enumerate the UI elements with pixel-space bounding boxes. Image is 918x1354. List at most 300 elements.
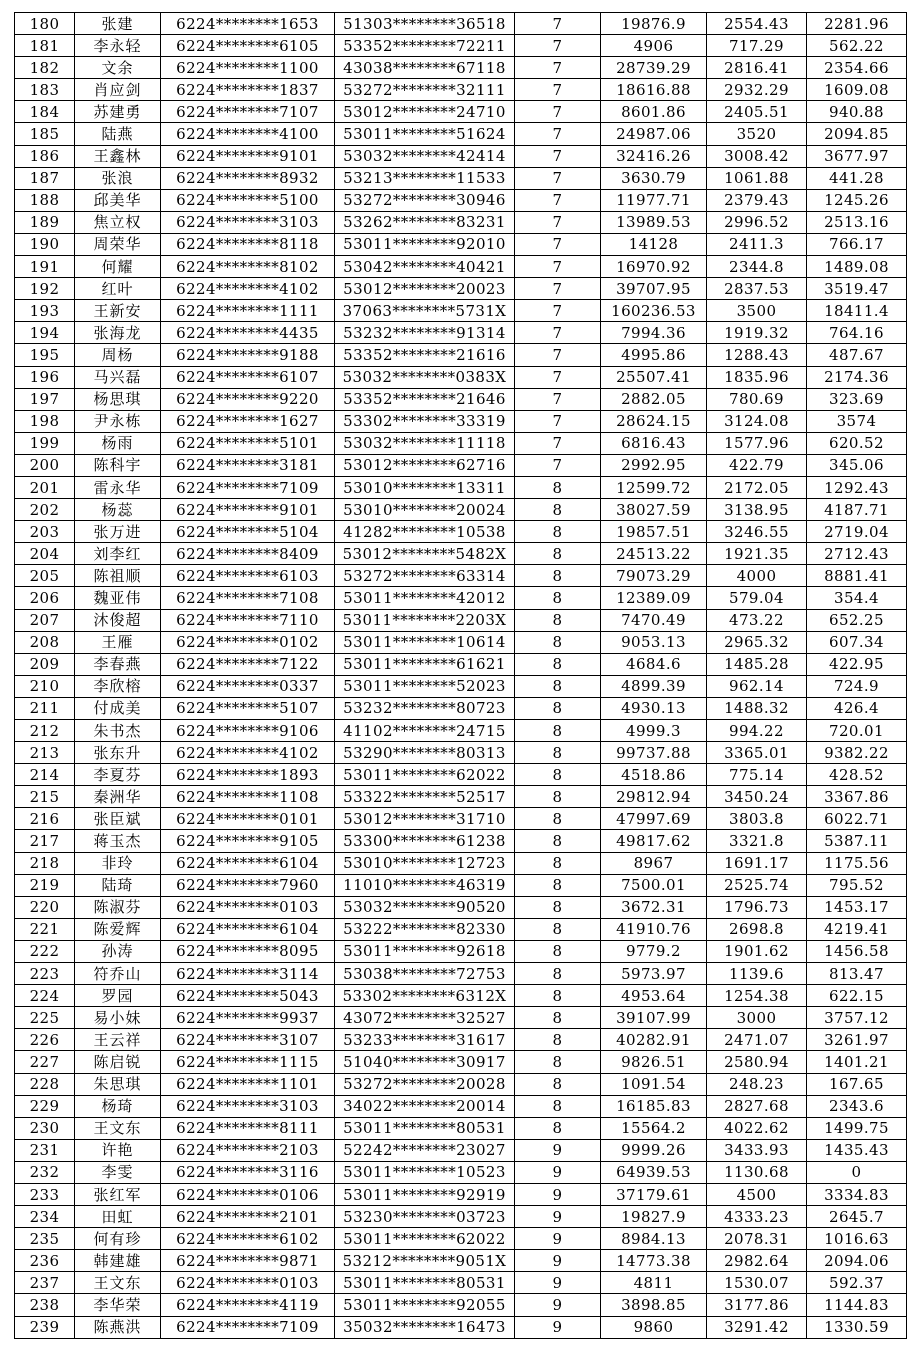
person-name-cell: 周杨 — [75, 344, 161, 366]
group-number-cell: 8 — [515, 631, 601, 653]
id-number-cell: 53011********92618 — [335, 940, 515, 962]
amount-2-cell: 4333.23 — [707, 1206, 807, 1228]
amount-3-cell: 813.47 — [807, 963, 907, 985]
amount-1-cell: 39107.99 — [601, 1007, 707, 1029]
table-row — [15, 101, 907, 123]
records-table-body — [15, 13, 907, 1339]
amount-2-cell: 2471.07 — [707, 1029, 807, 1051]
bank-card-number-cell: 6224********3103 — [161, 1095, 335, 1117]
bank-card-number-cell: 6224********5101 — [161, 432, 335, 454]
amount-2-cell: 3291.42 — [707, 1316, 807, 1338]
group-number-cell: 8 — [515, 1051, 601, 1073]
bank-card-number-cell: 6224********0103 — [161, 1272, 335, 1294]
amount-2-cell: 962.14 — [707, 675, 807, 697]
amount-3-cell: 622.15 — [807, 985, 907, 1007]
bank-card-number-cell: 6224********1627 — [161, 410, 335, 432]
group-number-cell: 8 — [515, 874, 601, 896]
amount-1-cell: 4953.64 — [601, 985, 707, 1007]
bank-card-number-cell: 6224********1893 — [161, 764, 335, 786]
amount-3-cell: 2513.16 — [807, 211, 907, 233]
bank-card-number-cell: 6224********9220 — [161, 388, 335, 410]
bank-card-number-cell: 6224********1108 — [161, 786, 335, 808]
person-name-cell: 周荣华 — [75, 233, 161, 255]
amount-3-cell: 2645.7 — [807, 1206, 907, 1228]
amount-2-cell: 3500 — [707, 300, 807, 322]
group-number-cell: 8 — [515, 1095, 601, 1117]
amount-3-cell: 441.28 — [807, 167, 907, 189]
group-number-cell: 8 — [515, 830, 601, 852]
group-number-cell: 9 — [515, 1316, 601, 1338]
group-number-cell: 7 — [515, 167, 601, 189]
amount-1-cell: 14773.38 — [601, 1250, 707, 1272]
id-number-cell: 53032********0383X — [335, 366, 515, 388]
amount-2-cell: 3008.42 — [707, 145, 807, 167]
bank-card-number-cell: 6224********6103 — [161, 565, 335, 587]
amount-1-cell: 47997.69 — [601, 808, 707, 830]
amount-1-cell: 7470.49 — [601, 609, 707, 631]
table-row — [15, 35, 907, 57]
id-number-cell: 53011********62022 — [335, 764, 515, 786]
row-index-cell: 181 — [15, 35, 75, 57]
group-number-cell: 8 — [515, 543, 601, 565]
row-index-cell: 224 — [15, 985, 75, 1007]
table-row — [15, 1051, 907, 1073]
amount-2-cell: 2554.43 — [707, 13, 807, 35]
amount-1-cell: 64939.53 — [601, 1161, 707, 1183]
id-number-cell: 53012********62716 — [335, 454, 515, 476]
bank-card-number-cell: 6224********9101 — [161, 145, 335, 167]
amount-3-cell: 167.65 — [807, 1073, 907, 1095]
amount-2-cell: 2837.53 — [707, 278, 807, 300]
person-name-cell: 苏建勇 — [75, 101, 161, 123]
amount-2-cell: 2932.29 — [707, 79, 807, 101]
table-row — [15, 786, 907, 808]
id-number-cell: 53233********31617 — [335, 1029, 515, 1051]
amount-1-cell: 3898.85 — [601, 1294, 707, 1316]
row-index-cell: 205 — [15, 565, 75, 587]
amount-2-cell: 1921.35 — [707, 543, 807, 565]
group-number-cell: 8 — [515, 675, 601, 697]
amount-1-cell: 8601.86 — [601, 101, 707, 123]
amount-2-cell: 2379.43 — [707, 189, 807, 211]
table-row — [15, 1272, 907, 1294]
person-name-cell: 何有珍 — [75, 1228, 161, 1250]
row-index-cell: 226 — [15, 1029, 75, 1051]
id-number-cell: 53272********30946 — [335, 189, 515, 211]
id-number-cell: 53011********92010 — [335, 233, 515, 255]
amount-3-cell: 2343.6 — [807, 1095, 907, 1117]
amount-1-cell: 9779.2 — [601, 940, 707, 962]
bank-card-number-cell: 6224********7110 — [161, 609, 335, 631]
table-row — [15, 1250, 907, 1272]
row-index-cell: 236 — [15, 1250, 75, 1272]
amount-2-cell: 4500 — [707, 1183, 807, 1205]
amount-3-cell: 1144.83 — [807, 1294, 907, 1316]
amount-2-cell: 3138.95 — [707, 499, 807, 521]
id-number-cell: 53011********61621 — [335, 653, 515, 675]
table-row — [15, 720, 907, 742]
group-number-cell: 7 — [515, 189, 601, 211]
amount-2-cell: 717.29 — [707, 35, 807, 57]
person-name-cell: 易小妹 — [75, 1007, 161, 1029]
row-index-cell: 188 — [15, 189, 75, 211]
group-number-cell: 7 — [515, 57, 601, 79]
amount-1-cell: 16970.92 — [601, 256, 707, 278]
bank-card-number-cell: 6224********9871 — [161, 1250, 335, 1272]
bank-card-number-cell: 6224********9105 — [161, 830, 335, 852]
id-number-cell: 51303********36518 — [335, 13, 515, 35]
id-number-cell: 53272********63314 — [335, 565, 515, 587]
table-row — [15, 57, 907, 79]
row-index-cell: 206 — [15, 587, 75, 609]
bank-card-number-cell: 6224********4435 — [161, 322, 335, 344]
amount-3-cell: 3519.47 — [807, 278, 907, 300]
bank-card-number-cell: 6224********8409 — [161, 543, 335, 565]
id-number-cell: 53038********72753 — [335, 963, 515, 985]
group-number-cell: 9 — [515, 1161, 601, 1183]
group-number-cell: 7 — [515, 454, 601, 476]
bank-card-number-cell: 6224********3181 — [161, 454, 335, 476]
row-index-cell: 186 — [15, 145, 75, 167]
amount-3-cell: 345.06 — [807, 454, 907, 476]
person-name-cell: 王新安 — [75, 300, 161, 322]
person-name-cell: 张万进 — [75, 521, 161, 543]
amount-3-cell: 724.9 — [807, 675, 907, 697]
id-number-cell: 53272********32111 — [335, 79, 515, 101]
person-name-cell: 秦洲华 — [75, 786, 161, 808]
table-row — [15, 675, 907, 697]
amount-3-cell: 487.67 — [807, 344, 907, 366]
amount-3-cell: 562.22 — [807, 35, 907, 57]
id-number-cell: 37063********5731X — [335, 300, 515, 322]
id-number-cell: 53032********90520 — [335, 896, 515, 918]
person-name-cell: 王文东 — [75, 1272, 161, 1294]
table-row — [15, 410, 907, 432]
amount-3-cell: 1245.26 — [807, 189, 907, 211]
group-number-cell: 9 — [515, 1206, 601, 1228]
group-number-cell: 8 — [515, 786, 601, 808]
amount-1-cell: 4930.13 — [601, 697, 707, 719]
table-row — [15, 167, 907, 189]
amount-2-cell: 3124.08 — [707, 410, 807, 432]
bank-card-number-cell: 6224********3114 — [161, 963, 335, 985]
group-number-cell: 7 — [515, 35, 601, 57]
person-name-cell: 韩建雄 — [75, 1250, 161, 1272]
table-row — [15, 852, 907, 874]
person-name-cell: 尹永栋 — [75, 410, 161, 432]
group-number-cell: 7 — [515, 233, 601, 255]
bank-card-number-cell: 6224********6105 — [161, 35, 335, 57]
amount-2-cell: 248.23 — [707, 1073, 807, 1095]
row-index-cell: 209 — [15, 653, 75, 675]
bank-card-number-cell: 6224********1115 — [161, 1051, 335, 1073]
id-number-cell: 43072********32527 — [335, 1007, 515, 1029]
table-row — [15, 278, 907, 300]
group-number-cell: 9 — [515, 1294, 601, 1316]
amount-3-cell: 3757.12 — [807, 1007, 907, 1029]
amount-1-cell: 16185.83 — [601, 1095, 707, 1117]
id-number-cell: 53011********80531 — [335, 1117, 515, 1139]
group-number-cell: 8 — [515, 985, 601, 1007]
group-number-cell: 7 — [515, 101, 601, 123]
id-number-cell: 53290********80313 — [335, 742, 515, 764]
group-number-cell: 8 — [515, 653, 601, 675]
amount-1-cell: 25507.41 — [601, 366, 707, 388]
person-name-cell: 田虹 — [75, 1206, 161, 1228]
person-name-cell: 文余 — [75, 57, 161, 79]
person-name-cell: 陆琦 — [75, 874, 161, 896]
person-name-cell: 魏亚伟 — [75, 587, 161, 609]
table-row — [15, 233, 907, 255]
person-name-cell: 杨雨 — [75, 432, 161, 454]
row-index-cell: 216 — [15, 808, 75, 830]
table-row — [15, 499, 907, 521]
person-name-cell: 孙涛 — [75, 940, 161, 962]
amount-3-cell: 764.16 — [807, 322, 907, 344]
person-name-cell: 符乔山 — [75, 963, 161, 985]
amount-1-cell: 39707.95 — [601, 278, 707, 300]
table-row — [15, 697, 907, 719]
table-row — [15, 322, 907, 344]
amount-3-cell: 6022.71 — [807, 808, 907, 830]
id-number-cell: 53230********03723 — [335, 1206, 515, 1228]
id-number-cell: 53010********13311 — [335, 476, 515, 498]
person-name-cell: 刘李红 — [75, 543, 161, 565]
bank-card-number-cell: 6224********1100 — [161, 57, 335, 79]
id-number-cell: 41102********24715 — [335, 720, 515, 742]
amount-3-cell: 5387.11 — [807, 830, 907, 852]
person-name-cell: 王雁 — [75, 631, 161, 653]
amount-2-cell: 2344.8 — [707, 256, 807, 278]
table-row — [15, 918, 907, 940]
id-number-cell: 53011********92919 — [335, 1183, 515, 1205]
id-number-cell: 35032********16473 — [335, 1316, 515, 1338]
row-index-cell: 219 — [15, 874, 75, 896]
amount-2-cell: 1485.28 — [707, 653, 807, 675]
person-name-cell: 王云祥 — [75, 1029, 161, 1051]
table-row — [15, 521, 907, 543]
row-index-cell: 199 — [15, 432, 75, 454]
row-index-cell: 233 — [15, 1183, 75, 1205]
amount-3-cell: 2094.85 — [807, 123, 907, 145]
bank-card-number-cell: 6224********3103 — [161, 211, 335, 233]
group-number-cell: 8 — [515, 521, 601, 543]
table-row — [15, 543, 907, 565]
amount-3-cell: 2354.66 — [807, 57, 907, 79]
amount-3-cell: 2174.36 — [807, 366, 907, 388]
amount-2-cell: 422.79 — [707, 454, 807, 476]
id-number-cell: 53011********10523 — [335, 1161, 515, 1183]
amount-3-cell: 620.52 — [807, 432, 907, 454]
person-name-cell: 张臣斌 — [75, 808, 161, 830]
id-number-cell: 53302********33319 — [335, 410, 515, 432]
amount-1-cell: 15564.2 — [601, 1117, 707, 1139]
table-row — [15, 388, 907, 410]
group-number-cell: 7 — [515, 256, 601, 278]
group-number-cell: 7 — [515, 278, 601, 300]
amount-1-cell: 160236.53 — [601, 300, 707, 322]
row-index-cell: 237 — [15, 1272, 75, 1294]
amount-1-cell: 4906 — [601, 35, 707, 57]
table-row — [15, 256, 907, 278]
person-name-cell: 杨思琪 — [75, 388, 161, 410]
row-index-cell: 232 — [15, 1161, 75, 1183]
bank-card-number-cell: 6224********3116 — [161, 1161, 335, 1183]
person-name-cell: 王文东 — [75, 1117, 161, 1139]
bank-card-number-cell: 6224********7960 — [161, 874, 335, 896]
bank-card-number-cell: 6224********8932 — [161, 167, 335, 189]
row-index-cell: 193 — [15, 300, 75, 322]
group-number-cell: 8 — [515, 896, 601, 918]
amount-1-cell: 19857.51 — [601, 521, 707, 543]
table-row — [15, 1007, 907, 1029]
bank-card-number-cell: 6224********9188 — [161, 344, 335, 366]
amount-3-cell: 323.69 — [807, 388, 907, 410]
amount-2-cell: 2827.68 — [707, 1095, 807, 1117]
person-name-cell: 肖应剑 — [75, 79, 161, 101]
amount-1-cell: 8967 — [601, 852, 707, 874]
amount-2-cell: 1691.17 — [707, 852, 807, 874]
row-index-cell: 189 — [15, 211, 75, 233]
amount-2-cell: 1530.07 — [707, 1272, 807, 1294]
row-index-cell: 221 — [15, 918, 75, 940]
amount-1-cell: 19876.9 — [601, 13, 707, 35]
person-name-cell: 蒋玉杰 — [75, 830, 161, 852]
amount-1-cell: 3672.31 — [601, 896, 707, 918]
bank-card-number-cell: 6224********0102 — [161, 631, 335, 653]
id-number-cell: 53032********11118 — [335, 432, 515, 454]
amount-3-cell: 652.25 — [807, 609, 907, 631]
table-row — [15, 1161, 907, 1183]
bank-card-number-cell: 6224********7109 — [161, 476, 335, 498]
amount-2-cell: 1254.38 — [707, 985, 807, 1007]
amount-3-cell: 1489.08 — [807, 256, 907, 278]
amount-3-cell: 1175.56 — [807, 852, 907, 874]
amount-1-cell: 99737.88 — [601, 742, 707, 764]
group-number-cell: 8 — [515, 476, 601, 498]
group-number-cell: 8 — [515, 918, 601, 940]
amount-3-cell: 720.01 — [807, 720, 907, 742]
id-number-cell: 53352********72211 — [335, 35, 515, 57]
table-row — [15, 366, 907, 388]
amount-1-cell: 29812.94 — [601, 786, 707, 808]
bank-card-number-cell: 6224********4102 — [161, 742, 335, 764]
group-number-cell: 7 — [515, 388, 601, 410]
amount-3-cell: 1330.59 — [807, 1316, 907, 1338]
amount-3-cell: 940.88 — [807, 101, 907, 123]
group-number-cell: 8 — [515, 499, 601, 521]
amount-2-cell: 3520 — [707, 123, 807, 145]
row-index-cell: 202 — [15, 499, 75, 521]
table-row — [15, 565, 907, 587]
amount-3-cell: 426.4 — [807, 697, 907, 719]
row-index-cell: 210 — [15, 675, 75, 697]
amount-2-cell: 994.22 — [707, 720, 807, 742]
table-row — [15, 476, 907, 498]
id-number-cell: 53011********80531 — [335, 1272, 515, 1294]
bank-card-number-cell: 6224********5107 — [161, 697, 335, 719]
group-number-cell: 8 — [515, 565, 601, 587]
id-number-cell: 53011********92055 — [335, 1294, 515, 1316]
row-index-cell: 197 — [15, 388, 75, 410]
amount-2-cell: 3365.01 — [707, 742, 807, 764]
group-number-cell: 9 — [515, 1228, 601, 1250]
bank-card-number-cell: 6224********5104 — [161, 521, 335, 543]
bank-card-number-cell: 6224********9106 — [161, 720, 335, 742]
table-row — [15, 79, 907, 101]
amount-2-cell: 3803.8 — [707, 808, 807, 830]
id-number-cell: 53011********51624 — [335, 123, 515, 145]
amount-3-cell: 354.4 — [807, 587, 907, 609]
id-number-cell: 53011********52023 — [335, 675, 515, 697]
id-number-cell: 53322********52517 — [335, 786, 515, 808]
bank-card-number-cell: 6224********1837 — [161, 79, 335, 101]
table-row — [15, 985, 907, 1007]
person-name-cell: 陆燕 — [75, 123, 161, 145]
amount-1-cell: 3630.79 — [601, 167, 707, 189]
row-index-cell: 190 — [15, 233, 75, 255]
table-row — [15, 874, 907, 896]
table-row — [15, 1095, 907, 1117]
group-number-cell: 7 — [515, 79, 601, 101]
row-index-cell: 238 — [15, 1294, 75, 1316]
amount-1-cell: 24987.06 — [601, 123, 707, 145]
id-number-cell: 43038********67118 — [335, 57, 515, 79]
amount-2-cell: 775.14 — [707, 764, 807, 786]
person-name-cell: 杨琦 — [75, 1095, 161, 1117]
table-row — [15, 1316, 907, 1338]
amount-2-cell: 1139.6 — [707, 963, 807, 985]
id-number-cell: 53032********42414 — [335, 145, 515, 167]
person-name-cell: 许艳 — [75, 1139, 161, 1161]
bank-card-number-cell: 6224********7122 — [161, 653, 335, 675]
amount-3-cell: 1456.58 — [807, 940, 907, 962]
row-index-cell: 215 — [15, 786, 75, 808]
group-number-cell: 8 — [515, 609, 601, 631]
amount-1-cell: 9860 — [601, 1316, 707, 1338]
table-row — [15, 1228, 907, 1250]
group-number-cell: 8 — [515, 587, 601, 609]
group-number-cell: 7 — [515, 211, 601, 233]
bank-card-number-cell: 6224********2103 — [161, 1139, 335, 1161]
table-row — [15, 963, 907, 985]
row-index-cell: 203 — [15, 521, 75, 543]
row-index-cell: 239 — [15, 1316, 75, 1338]
row-index-cell: 229 — [15, 1095, 75, 1117]
amount-3-cell: 422.95 — [807, 653, 907, 675]
amount-1-cell: 4684.6 — [601, 653, 707, 675]
amount-2-cell: 2411.3 — [707, 233, 807, 255]
amount-2-cell: 473.22 — [707, 609, 807, 631]
id-number-cell: 53010********12723 — [335, 852, 515, 874]
id-number-cell: 53012********20023 — [335, 278, 515, 300]
amount-1-cell: 28624.15 — [601, 410, 707, 432]
amount-1-cell: 9826.51 — [601, 1051, 707, 1073]
row-index-cell: 220 — [15, 896, 75, 918]
table-row — [15, 300, 907, 322]
amount-3-cell: 2281.96 — [807, 13, 907, 35]
amount-2-cell: 2405.51 — [707, 101, 807, 123]
row-index-cell: 187 — [15, 167, 75, 189]
amount-1-cell: 9999.26 — [601, 1139, 707, 1161]
amount-2-cell: 1835.96 — [707, 366, 807, 388]
person-name-cell: 李永轻 — [75, 35, 161, 57]
group-number-cell: 7 — [515, 13, 601, 35]
row-index-cell: 191 — [15, 256, 75, 278]
person-name-cell: 李夏芬 — [75, 764, 161, 786]
person-name-cell: 朱书杰 — [75, 720, 161, 742]
amount-3-cell: 766.17 — [807, 233, 907, 255]
